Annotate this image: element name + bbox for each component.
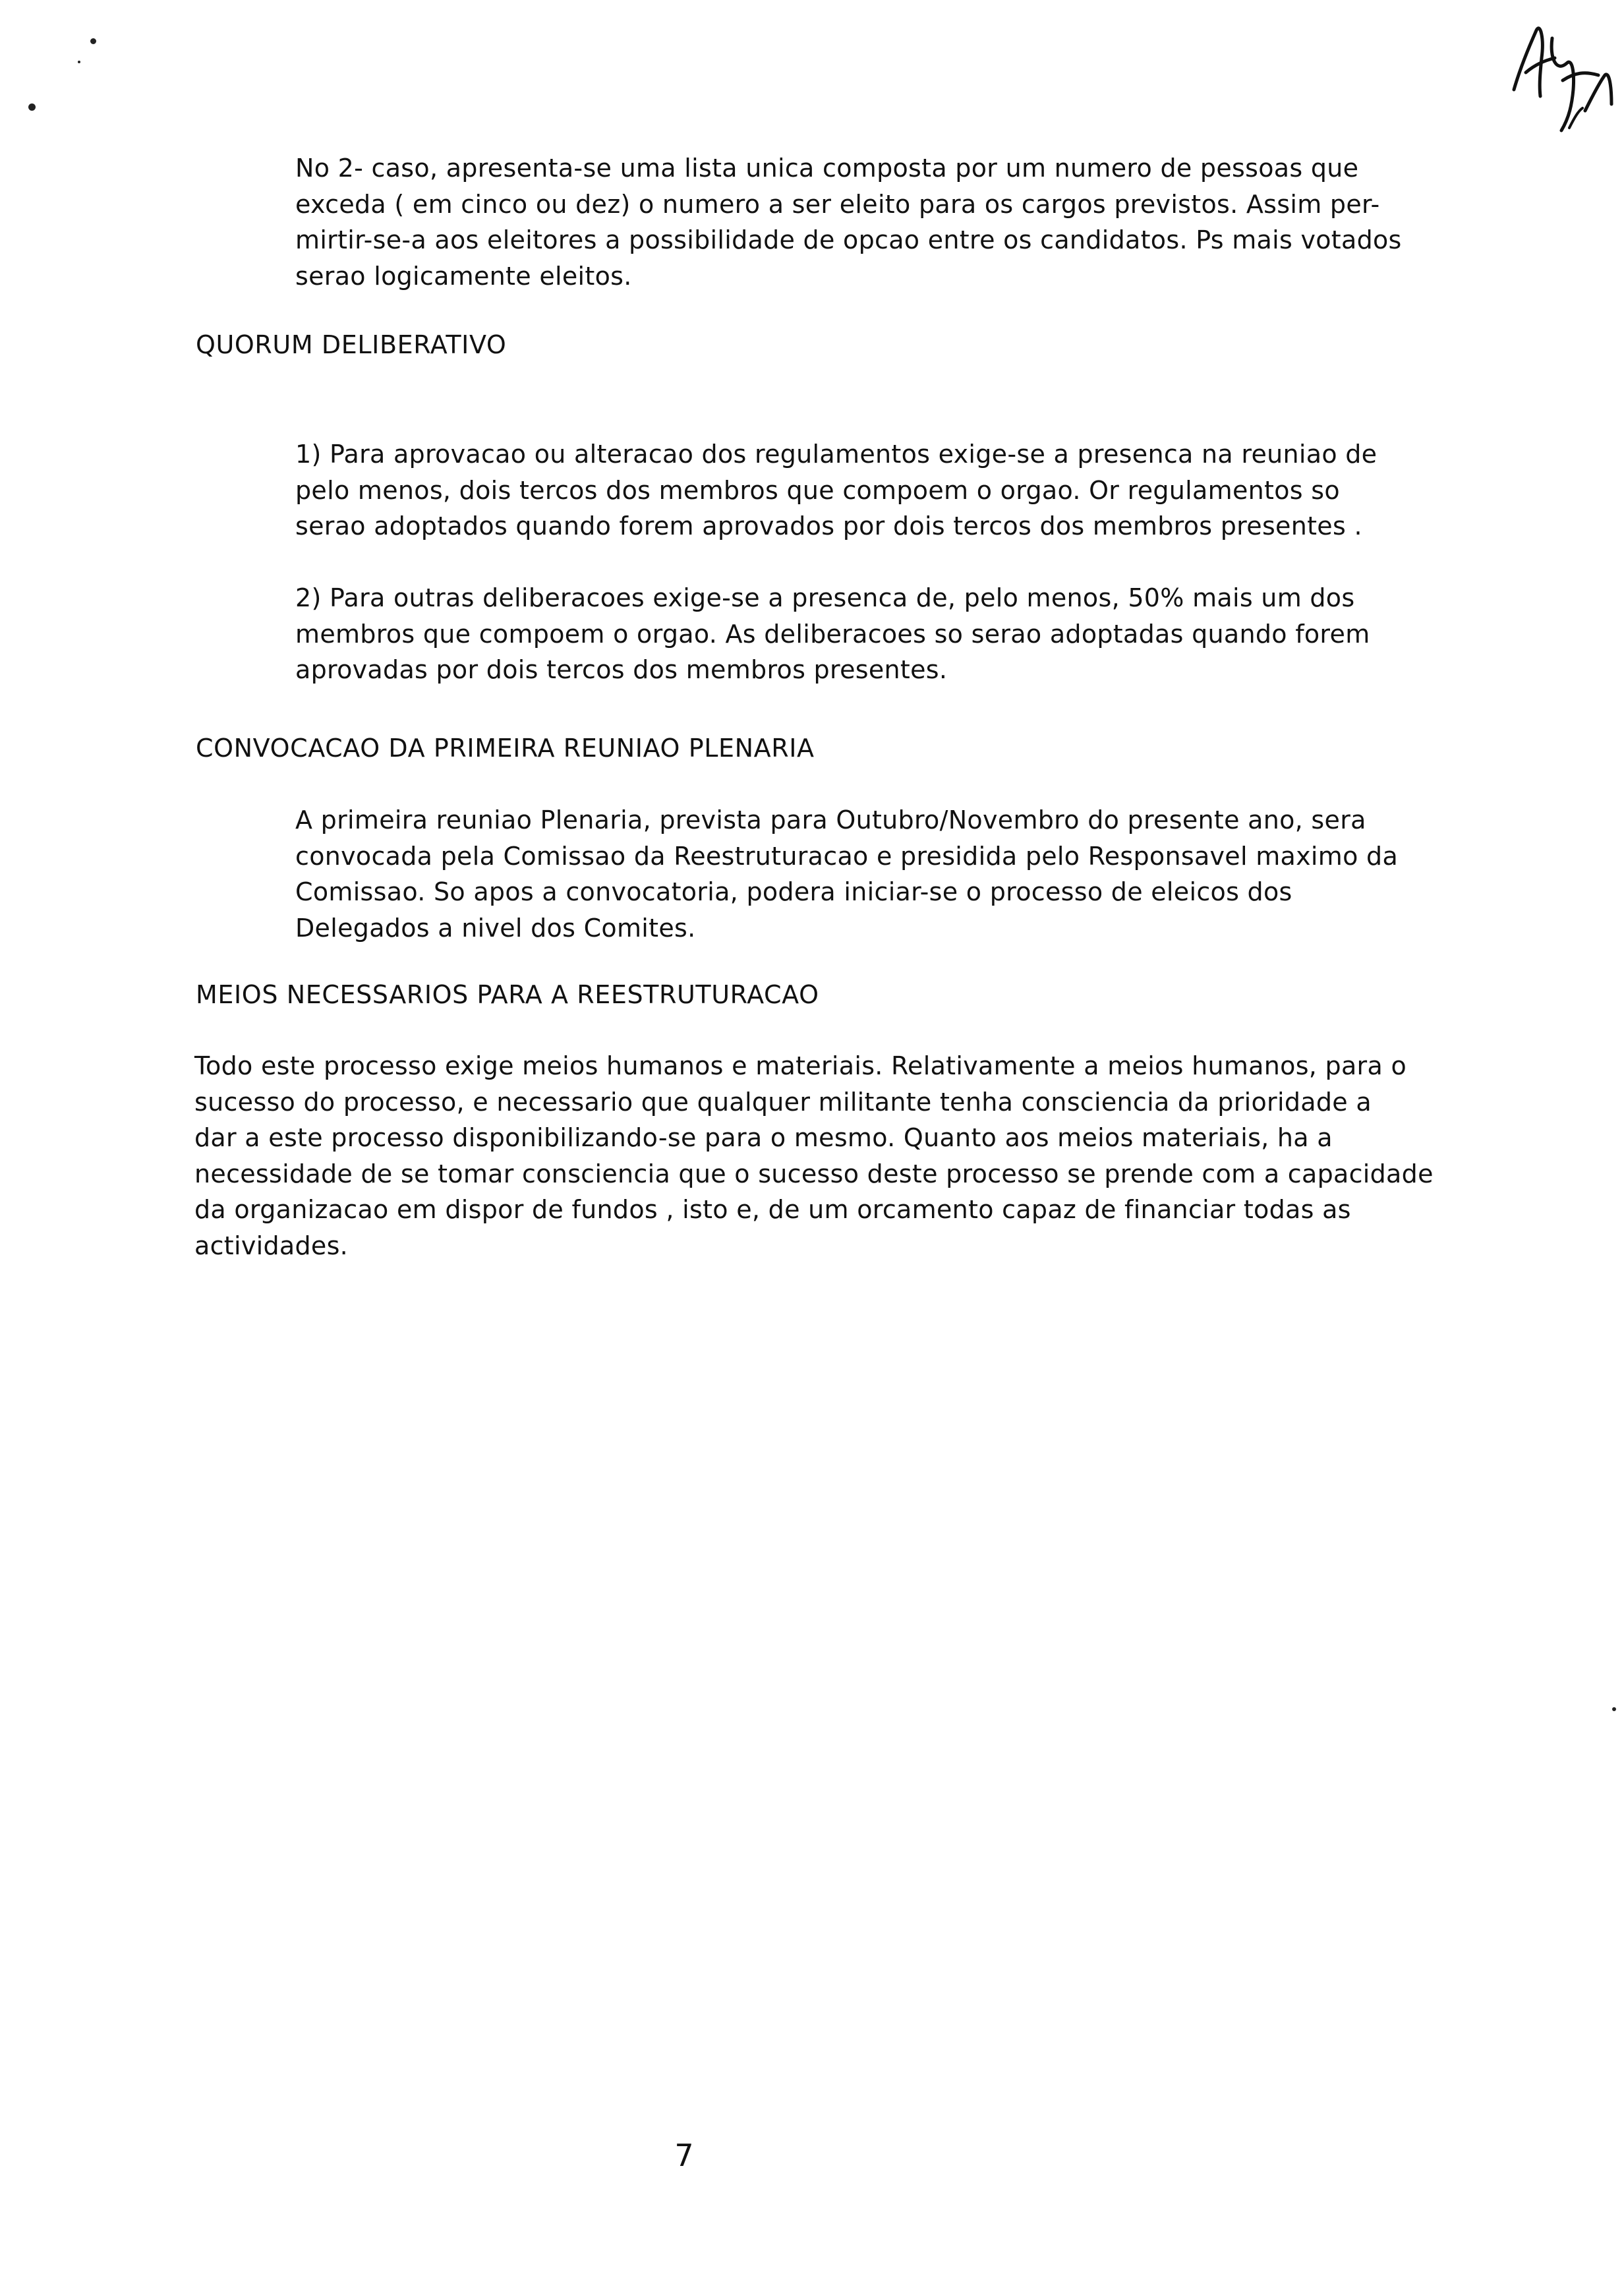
text-line: exceda ( em cinco ou dez) o numero a ser eleito para os cargos previstos. Assim per- [295, 189, 1380, 219]
text-line: Comissao. So apos a convocatoria, podera iniciar-se o processo de eleicos dos [295, 877, 1292, 906]
paragraph-convocation [295, 802, 1455, 946]
heading-convocacao: CONVOCACAO DA PRIMEIRA REUNIAO PLENARIA [196, 734, 815, 763]
text-line: convocada pela Comissao da Reestruturacao e presidida pelo Responsavel maximo da [295, 841, 1399, 871]
text-line: Todo este processo exige meios humanos e materiais. Relativamente a meios humanos, para o [194, 1051, 1406, 1080]
paragraph-means [194, 1048, 1496, 1264]
text-line: 1) Para aprovacao ou alteracao dos regulamentos exige-se a presenca na reuniao de [295, 440, 1378, 469]
text-line: membros que compoem o orgao. As deliberacoes so serao adoptadas quando forem [295, 619, 1370, 649]
heading-quorum-deliberativo: QUORUM DELIBERATIVO [196, 330, 507, 359]
text-line: necessidade de se tomar consciencia que o sucesso deste processo se prende com a capacidade [194, 1159, 1434, 1188]
text-line: sucesso do processo, e necessario que qualquer militante tenha consciencia da prioridade a [194, 1087, 1372, 1117]
heading-meios-necessarios: MEIOS NECESSARIOS PARA A REESTRUTURACAO [196, 980, 819, 1009]
text-line: mirtir-se-a aos eleitores a possibilidade de opcao entre os candidatos. Ps mais votados [295, 225, 1402, 254]
paragraph-second-case [295, 150, 1455, 294]
text-line: No 2- caso, apresenta-se uma lista unica composta por um numero de pessoas que [295, 154, 1359, 183]
scan-speck [28, 103, 36, 111]
text-line: aprovadas por dois tercos dos membros presentes. [295, 655, 948, 684]
text-line: dar a este processo disponibilizando-se para o mesmo. Quanto aos meios materiais, ha a [194, 1123, 1333, 1152]
text-line: pelo menos, dois tercos dos membros que compoem o orgao. Or regulamentos so [295, 475, 1340, 505]
text-line: A primeira reuniao Plenaria, prevista para Outubro/Novembro do presente ano, sera [295, 805, 1366, 834]
page-number: 7 [674, 2138, 694, 2173]
text-line: serao logicamente eleitos. [295, 261, 632, 291]
scan-speck [78, 61, 80, 63]
text-line: 2) Para outras deliberacoes exige-se a presenca de, pelo menos, 50% mais um dos [295, 583, 1355, 612]
text-line: Delegados a nivel dos Comites. [295, 913, 696, 943]
scan-speck [90, 38, 96, 44]
text-line: actividades. [194, 1231, 349, 1260]
text-line: da organizacao em dispor de fundos , isto e, de um orcamento capaz de financiar todas as [194, 1195, 1351, 1224]
quorum-item-2 [295, 580, 1455, 688]
text-line: serao adoptados quando forem aprovados por dois tercos dos membros presentes . [295, 511, 1362, 540]
scan-speck [1612, 1707, 1616, 1711]
handwritten-initials-icon [1506, 12, 1618, 137]
quorum-item-1 [295, 436, 1455, 544]
